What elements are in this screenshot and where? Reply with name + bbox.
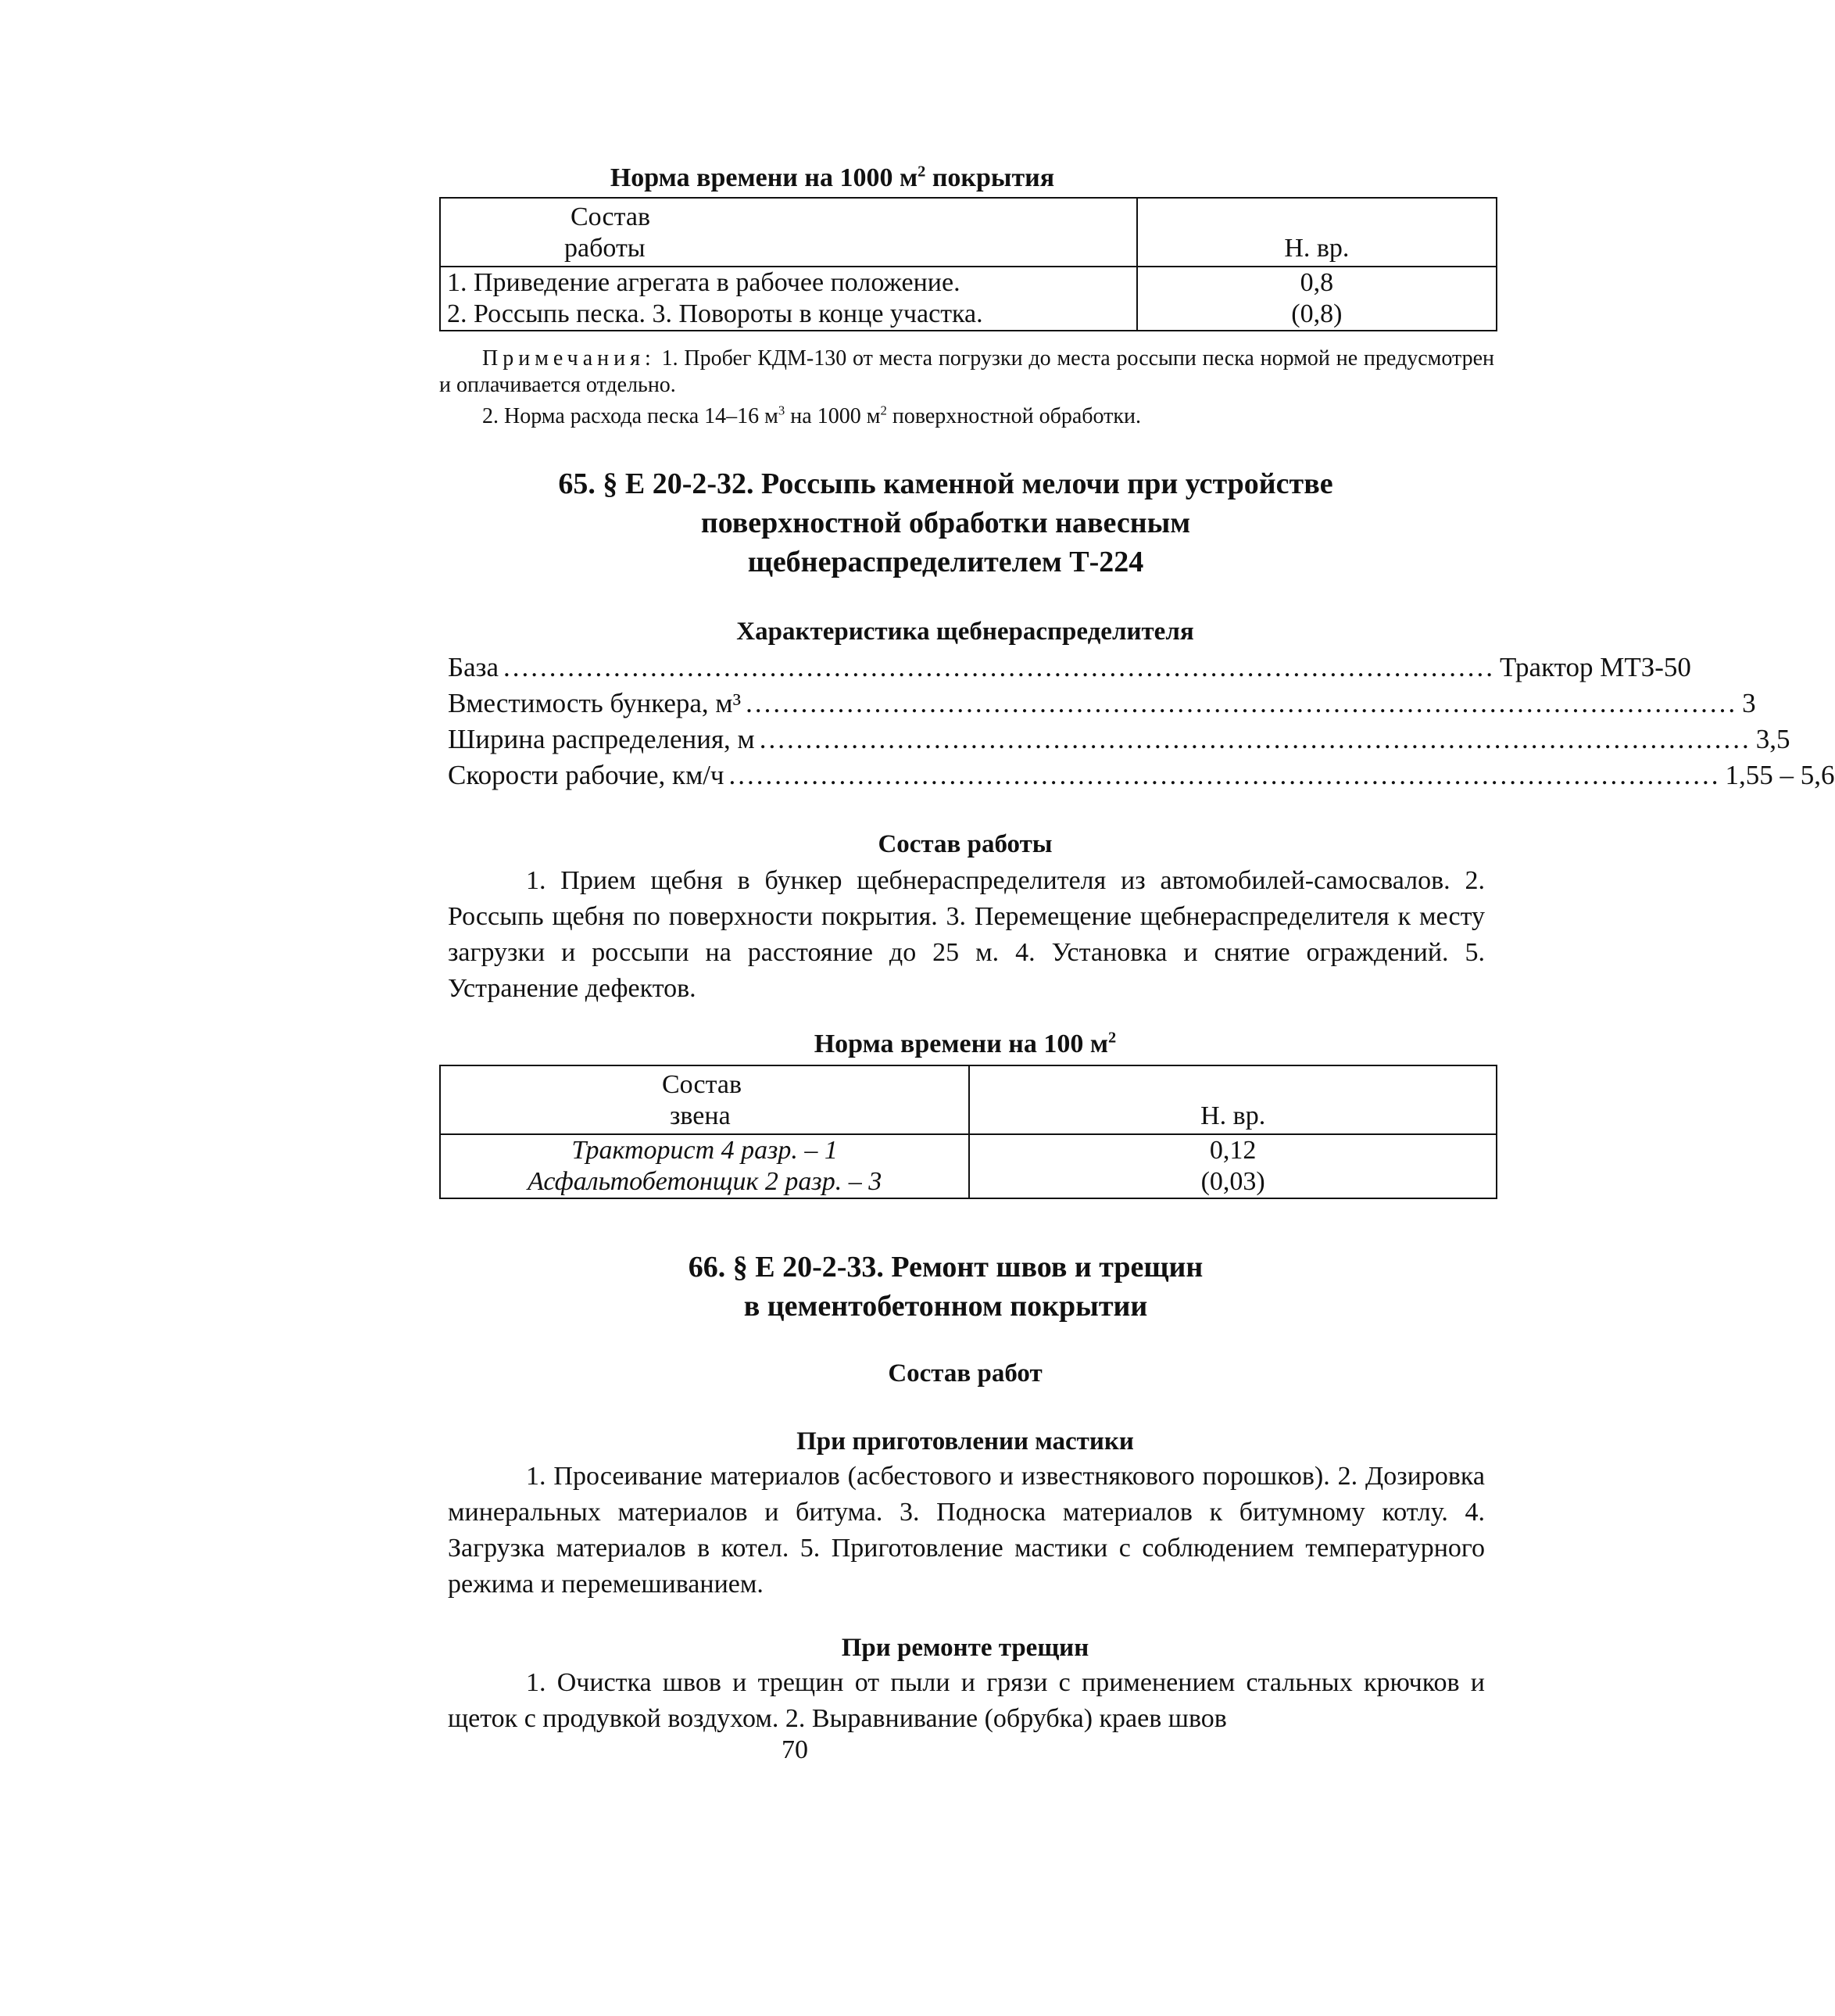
note-2: 2. Норма расхода песка 14–16 $м^3$ на 1000 $м^2$ поверхностной обработки. — [482, 403, 1141, 428]
table2-header-row — [440, 1065, 1497, 1134]
table2-header-norm: Н. вр. — [969, 1065, 1497, 1134]
table1-header-work-line2: работы — [564, 234, 646, 263]
spec-row-speed: Скорости рабочие, км/ч ............................................................................................................ 1,55 – 5,6 — [448, 760, 1835, 790]
table1-header-row — [440, 198, 1497, 267]
table1-header-work — [440, 198, 1137, 267]
table1-row2-work: 2. Россыпь песка. 3. Повороты в конце участка. — [440, 299, 1137, 331]
table1-row1-work: 1. Приведение агрегата в рабочее положение. — [440, 267, 1137, 299]
work-title: Состав работы — [878, 830, 1053, 858]
table-row — [440, 1134, 1497, 1198]
table2-title: Норма времени на 100 $м^2$ — [814, 1029, 1117, 1058]
section66-title: 66. § Е 20-2-33. Ремонт швов и трещин в цементобетонном покрытии — [688, 1251, 1204, 1323]
table-row — [440, 267, 1497, 299]
table1-header-norm: Н. вр. — [1137, 198, 1497, 267]
table2-header-crew: Состав звена — [440, 1065, 969, 1134]
table1 — [439, 197, 1497, 331]
cracks-text: 1. Очистка швов и трещин от пыли и грязи с применением стальных крючков и щеток с продувкой воздухом. 2. Выравнивание (обрубка) краев швов — [448, 1668, 1485, 1733]
table2-values-cell: 0,12 (0,03) — [969, 1134, 1497, 1198]
spec-row-capacity: Вместимость бункера, м³ ............................................................................................................ 3 — [448, 688, 1756, 718]
spec-row-base: База ............................................................................................................ Трактор МТЗ-50 — [448, 652, 1691, 682]
spec-title: Характеристика щебнераспределителя — [736, 618, 1194, 646]
cracks-title: При ремонте трещин — [841, 1634, 1089, 1662]
works-title: Состав работ — [888, 1359, 1043, 1388]
table2-crew-cell: Тракторист 4 разр. – 1 Асфальтобетонщик 2 разр. – 3 — [440, 1134, 969, 1198]
table1-row1-value: 0,8 — [1137, 267, 1497, 299]
note-1 — [439, 346, 1494, 399]
table1-header-work-line1: Состав — [571, 202, 651, 231]
mastic-text: 1. Просеивание материалов (асбестового и известнякового порошков). 2. Дозировка минеральных материалов и битума. 3. Подноска материалов к битумному котлу. 4. Загрузка материалов в котел. 5. Приготовление мастики с соблюдением температурного режима и перемешиванием. — [448, 1462, 1485, 1599]
mastic-title: При приготовлении мастики — [796, 1427, 1134, 1456]
page-number: 70 — [782, 1735, 808, 1764]
table1-title-sup: 2 — [918, 163, 926, 181]
work-text: 1. Прием щебня в бункер щебнераспределителя из автомобилей-самосвалов. 2. Россыпь щебня по поверхности покрытия. 3. Перемещение щебнераспределителя к месту загрузки и россыпи на расстояние до 25 м. 4. Установка и снятие ограждений. 5. Устранение дефектов. — [448, 866, 1485, 1003]
table-row — [440, 299, 1497, 331]
table1-title-suffix: покрытия — [925, 163, 1055, 192]
table1-title — [438, 163, 1227, 194]
table2 — [439, 1065, 1497, 1199]
section65-title: 65. § Е 20-2-32. Россыпь каменной мелочи при устройстве поверхностной обработки навесным щебнераспределителем Т-224 — [558, 467, 1333, 578]
spec-row-width: Ширина распределения, м ............................................................................................................ 3,5 — [448, 724, 1790, 754]
notes-label: Примечания: — [482, 346, 656, 371]
note-1-text: 1. Пробег КДМ-130 от места погрузки до места россыпи песка нормой не предусмотрен и оплачивается отдельно. — [439, 346, 1494, 397]
table1-title-text: Норма времени на 1000 м — [610, 163, 918, 192]
table1-row2-value: (0,8) — [1137, 299, 1497, 331]
